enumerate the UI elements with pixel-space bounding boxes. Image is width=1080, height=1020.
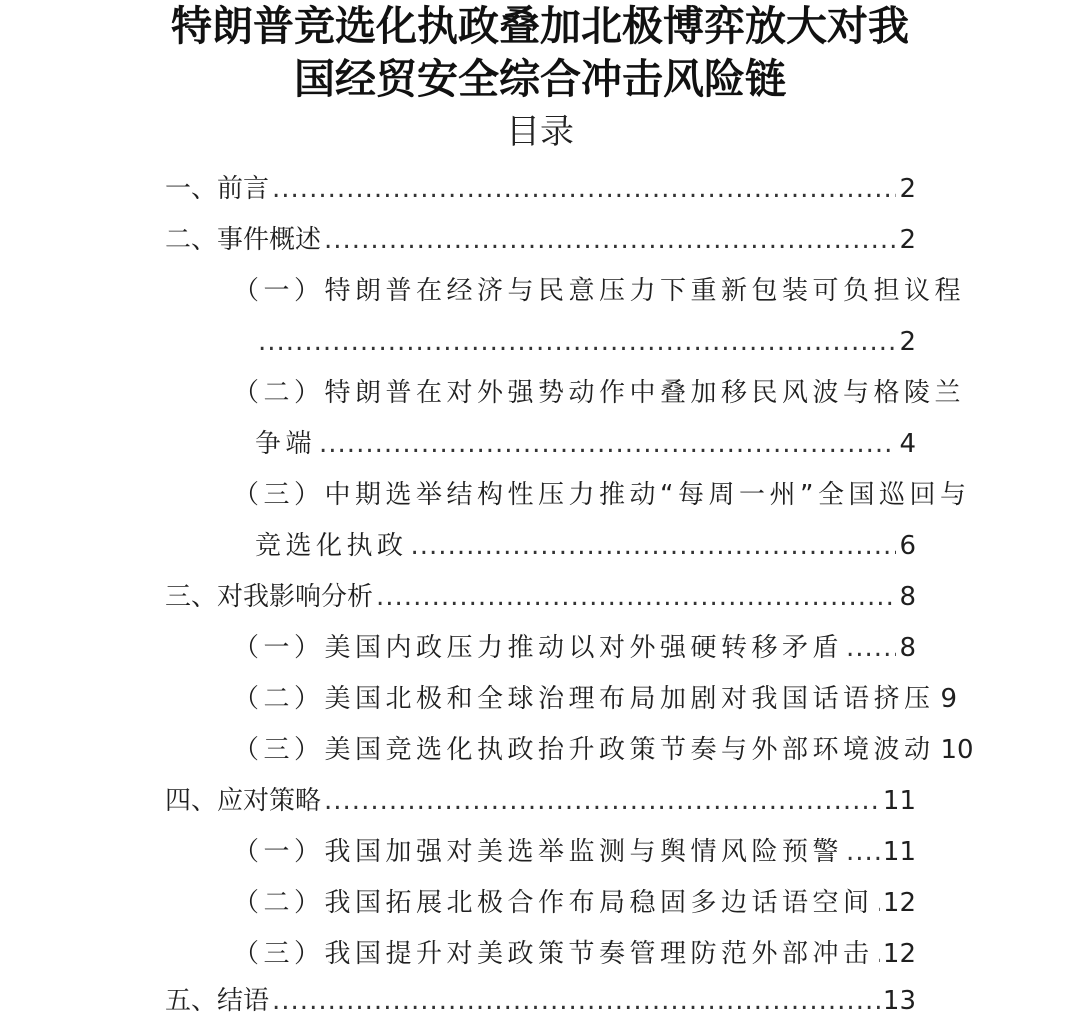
toc-entry-label: 四、应对策略 <box>165 786 322 816</box>
toc-entry-label-cont: 争端 <box>255 429 317 459</box>
dot-leader <box>272 984 880 1018</box>
toc-entry-label: 三、对我影响分析 <box>165 582 374 612</box>
toc-entry-label: 一、前言 <box>165 174 270 204</box>
toc-page-number: 11 <box>882 837 916 867</box>
toc-page-number: 10 <box>940 735 974 765</box>
dot-leader <box>846 631 896 665</box>
dot-leader <box>846 835 880 869</box>
toc-page-number: 12 <box>882 939 916 969</box>
dot-leader <box>376 580 896 614</box>
toc-entry-label: 五、结语 <box>165 986 270 1016</box>
toc-entry-event-overview[interactable] <box>165 223 916 257</box>
document-title-line-1: 特朗普竞选化执政叠加北极博弈放大对我 <box>171 2 909 50</box>
toc-entry-label[interactable]: （一）特朗普在经济与民意压力下重新包装可负担议程 <box>233 276 966 306</box>
toc-entry-preface[interactable] <box>165 172 916 206</box>
toc-entry-event-1-cont[interactable] <box>255 325 916 359</box>
toc-entry-label: （一）美国内政压力推动以对外强硬转移矛盾 <box>233 633 844 663</box>
toc-page-number: 2 <box>899 225 916 255</box>
toc-entry-impact-analysis[interactable] <box>165 580 916 614</box>
toc-entry-countermeasure-1[interactable] <box>233 835 916 869</box>
toc-entry-label: （二）美国北极和全球治理布局加剧对我国话语挤压 <box>233 684 935 714</box>
toc-page-number: 6 <box>899 531 916 561</box>
dot-leader <box>324 223 896 257</box>
toc-entry-impact-1[interactable] <box>233 631 916 665</box>
toc-page-number: 13 <box>882 986 916 1016</box>
toc-page-number: 4 <box>899 429 916 459</box>
toc-entry-event-3-cont[interactable] <box>255 529 916 563</box>
toc-page-number: 2 <box>899 174 916 204</box>
toc-entry-countermeasure-3[interactable] <box>233 937 916 971</box>
dot-leader <box>411 529 897 563</box>
toc-entry-impact-3[interactable] <box>233 733 974 767</box>
toc-entry-countermeasure-2[interactable] <box>233 886 916 920</box>
dot-leader <box>258 325 896 359</box>
toc-page-number: 2 <box>899 327 916 357</box>
toc-entry-event-2-cont[interactable] <box>255 427 916 461</box>
toc-entry-label: （一）我国加强对美选举监测与舆情风险预警 <box>233 837 844 867</box>
toc-entry-label: （三）我国提升对美政策节奏管理防范外部冲击 <box>233 939 874 969</box>
toc-entry-label-cont: 竞选化执政 <box>255 531 408 561</box>
document-title-line-2: 国经贸安全综合冲击风险链 <box>294 55 786 103</box>
toc-page-number: 12 <box>882 888 916 918</box>
toc-entry-label[interactable]: （二）特朗普在对外强势动作中叠加移民风波与格陵兰 <box>233 378 966 408</box>
toc-entry-label: （三）美国竞选化执政抬升政策节奏与外部环境波动 <box>233 735 935 765</box>
toc-page-number: 11 <box>882 786 916 816</box>
toc-page-number: 9 <box>940 684 958 714</box>
toc-page-number: 8 <box>899 582 916 612</box>
dot-leader <box>272 172 896 206</box>
dot-leader <box>877 937 880 971</box>
toc-entry-conclusion[interactable] <box>165 984 916 1018</box>
toc-entry-label: 二、事件概述 <box>165 225 322 255</box>
toc-entry-impact-2[interactable] <box>233 682 958 716</box>
dot-leader <box>319 427 896 461</box>
toc-entry-label[interactable]: （三）中期选举结构性压力推动“每周一州”全国巡回与 <box>233 480 971 510</box>
toc-entry-countermeasures[interactable] <box>165 784 916 818</box>
dot-leader <box>877 886 880 920</box>
toc-entry-label: （二）我国拓展北极合作布局稳固多边话语空间 <box>233 888 874 918</box>
dot-leader <box>324 784 880 818</box>
toc-heading: 目录 <box>506 112 574 152</box>
toc-page-number: 8 <box>899 633 916 663</box>
